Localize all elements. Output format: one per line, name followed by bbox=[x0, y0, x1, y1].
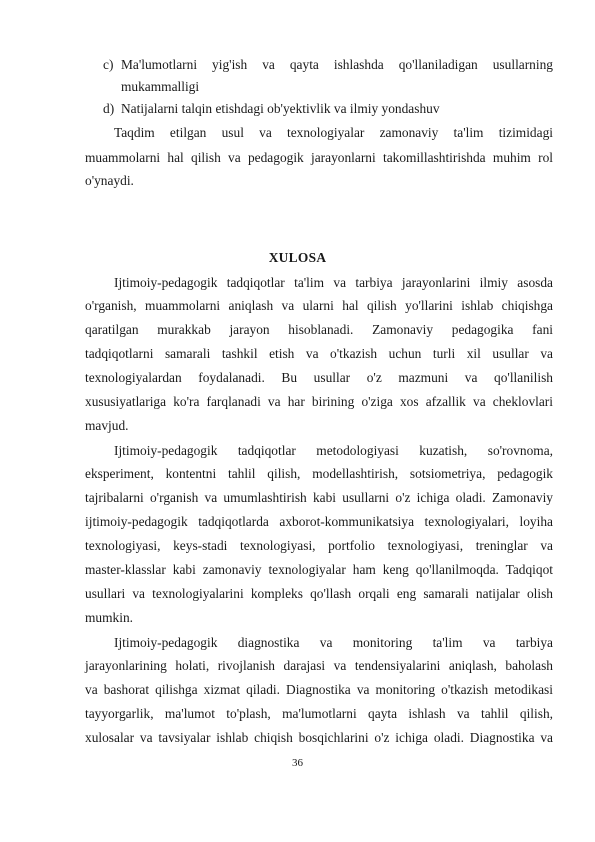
paragraph-3-line-4: tayyorgarlik, ma'lumot to'plash, ma'lumotlarni qayta ishlash va tahlil qilish, bbox=[85, 706, 553, 721]
paragraph-2-line-8: mumkin. bbox=[85, 610, 133, 625]
paragraph-3-line-2: jarayonlarining holati, rivojlanish darajasi va tendensiyalarini aniqlash, baholash bbox=[85, 658, 553, 673]
intro-paragraph-line-2: muammolarni hal qilish va pedagogik jarayonlarni takomillashtirishda muhim rol bbox=[85, 150, 553, 165]
list-marker-d: d) bbox=[103, 101, 115, 116]
paragraph-2-line-3: tajribalarni o'rganish va umumlashtirish kabi usullarni o'z ichiga oladi. Zamonaviy bbox=[85, 490, 553, 505]
paragraph-2-line-5: texnologiyasi, keys-stadi texnologiyasi, portfolio texnologiyasi, treninglar va bbox=[85, 538, 553, 553]
paragraph-3-line-1: Ijtimoiy-pedagogik diagnostika va monitoring ta'lim va tarbiya bbox=[114, 635, 553, 650]
section-heading: XULOSA bbox=[268, 250, 327, 265]
paragraph-2-line-1: Ijtimoiy-pedagogik tadqiqotlar metodologiyasi kuzatish, so'rovnoma, bbox=[114, 443, 553, 458]
page-number: 36 bbox=[292, 757, 303, 769]
paragraph-2-line-2: eksperiment, kontentni tahlil qilish, modellashtirish, sotsiometriya, pedagogik bbox=[85, 466, 553, 481]
paragraph-1-line-3: qaratilgan murakkab jarayon hisoblanadi. Zamonaviy pedagogika fani bbox=[85, 322, 553, 337]
intro-paragraph-line-1: Taqdim etilgan usul va texnologiyalar zamonaviy ta'lim tizimidagi bbox=[114, 125, 553, 140]
intro-paragraph-line-3: o'ynaydi. bbox=[85, 173, 134, 188]
list-item-c-line-1: Ma'lumotlarni yig'ish va qayta ishlashda qo'llaniladigan usullarning bbox=[121, 57, 553, 72]
list-item-c-line-2: mukammalligi bbox=[121, 79, 200, 94]
paragraph-3-line-5: xulosalar va tavsiyalar ishlab chiqish bosqichlarini o'z ichiga oladi. Diagnostika va bbox=[85, 730, 553, 745]
paragraph-3-line-3: va bashorat qilishga xizmat qiladi. Diagnostika va monitoring o'tkazish metodikasi bbox=[85, 682, 553, 697]
paragraph-1-line-2: o'rganish, muammolarni aniqlash va ularni hal qilish yo'llarini ishlab chiqishga bbox=[85, 298, 553, 313]
paragraph-1-line-1: Ijtimoiy-pedagogik tadqiqotlar ta'lim va tarbiya jarayonlarini ilmiy asosda bbox=[114, 275, 553, 290]
paragraph-1-line-5: texnologiyalardan foydalanadi. Bu usullar o'z mazmuni va qo'llanilish bbox=[85, 370, 553, 385]
paragraph-2-line-4: ijtimoiy-pedagogik tadqiqotlarda axborot-kommunikatsiya texnologiyalari, loyiha bbox=[85, 514, 553, 529]
paragraph-1-line-6: xususiyatlariga ko'ra farqlanadi va har birining o'ziga xos afzallik va cheklovlari bbox=[85, 394, 553, 409]
paragraph-1-line-7: mavjud. bbox=[85, 418, 129, 433]
paragraph-2-line-7: usullari va texnologiyalarini kompleks qo'llash orqali eng samarali natijalar olish bbox=[85, 586, 553, 601]
paragraph-2-line-6: master-klasslar kabi zamonaviy texnologiyalar ham keng qo'llanilmoqda. Tadqiqot bbox=[85, 562, 553, 577]
list-item-d-line-1: Natijalarni talqin etishdagi ob'yektivlik va ilmiy yondashuv bbox=[121, 101, 440, 116]
list-marker-c: c) bbox=[103, 57, 114, 72]
paragraph-1-line-4: tadqiqotlarni samarali tashkil etish va o'tkazish uchun turli xil usullar va bbox=[85, 346, 553, 361]
